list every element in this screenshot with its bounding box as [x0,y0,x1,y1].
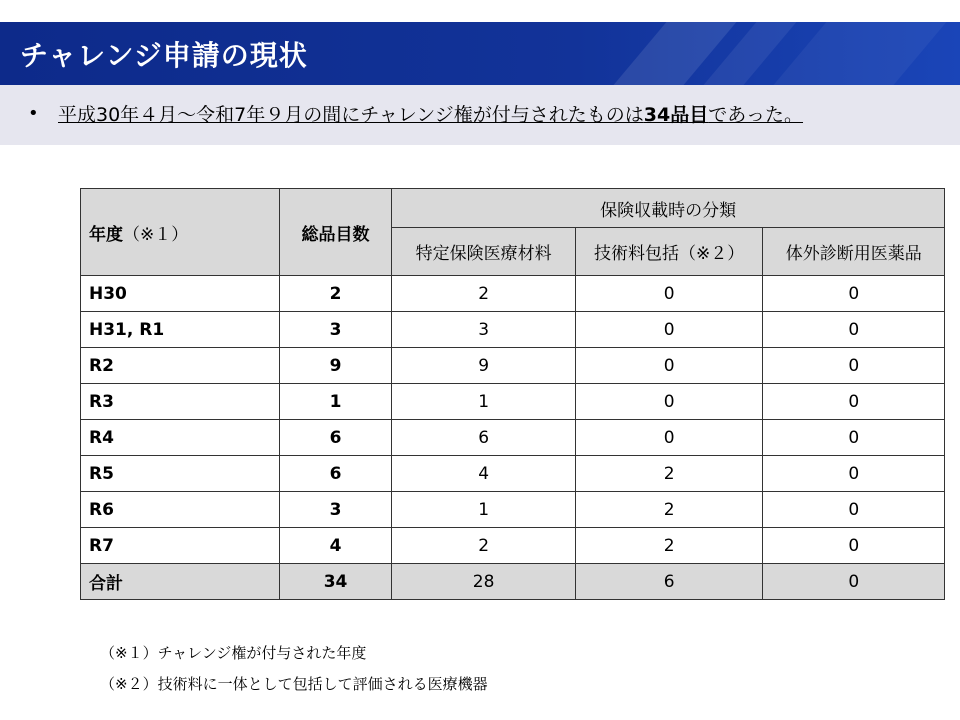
cell-total: 3 [279,492,392,528]
summary-prefix: 平成30年４月～令和7年９月の間にチャレンジ権が付与されたものは [58,104,644,126]
table-row [81,348,945,384]
cell-c: 0 [763,348,945,384]
summary-text [58,100,803,127]
cell-sum-b: 6 [575,564,763,600]
table-row [81,384,945,420]
footnotes [100,638,488,700]
cell-sum-total: 34 [279,564,392,600]
cell-a: 2 [392,528,576,564]
cell-b: 0 [575,384,763,420]
cell-year: H31, R1 [81,312,280,348]
cell-year: R7 [81,528,280,564]
table-row [81,276,945,312]
total-row [81,564,945,600]
cell-sum-label: 合計 [81,564,280,600]
cell-c: 0 [763,312,945,348]
footnote-2: （※２）技術料に一体として包括して評価される医療機器 [100,675,488,693]
summary-suffix: であった。 [708,104,804,126]
cell-total: 6 [279,420,392,456]
cell-sum-a: 28 [392,564,576,600]
cell-total: 9 [279,348,392,384]
table-row [81,312,945,348]
cell-year: R2 [81,348,280,384]
header-year [81,189,280,276]
cell-total: 4 [279,528,392,564]
cell-c: 0 [763,384,945,420]
cell-total: 3 [279,312,392,348]
cell-sum-c: 0 [763,564,945,600]
header-col-c: 体外診断用医薬品 [763,228,945,276]
cell-c: 0 [763,528,945,564]
table-row [81,492,945,528]
cell-b: 0 [575,276,763,312]
cell-year: R6 [81,492,280,528]
summary-band [0,85,960,145]
cell-b: 2 [575,456,763,492]
challenge-table [80,188,945,600]
header-total: 総品目数 [279,189,392,276]
cell-a: 1 [392,492,576,528]
cell-year: H30 [81,276,280,312]
cell-c: 0 [763,456,945,492]
cell-a: 3 [392,312,576,348]
cell-a: 6 [392,420,576,456]
title-bar [0,22,960,85]
cell-year: R4 [81,420,280,456]
header-col-a: 特定保険医療材料 [392,228,576,276]
title-decoration-stripe [774,22,947,85]
cell-c: 0 [763,420,945,456]
header-group: 保険収載時の分類 [392,189,945,228]
cell-b: 0 [575,420,763,456]
cell-b: 0 [575,348,763,384]
cell-a: 4 [392,456,576,492]
table-row [81,420,945,456]
cell-a: 9 [392,348,576,384]
footnote-1: （※１）チャレンジ権が付与された年度 [100,644,367,662]
cell-year: R5 [81,456,280,492]
cell-a: 2 [392,276,576,312]
header-year-label: 年度 [89,224,123,245]
cell-b: 2 [575,492,763,528]
table-row [81,456,945,492]
cell-year: R3 [81,384,280,420]
cell-c: 0 [763,492,945,528]
cell-total: 6 [279,456,392,492]
bullet-icon: • [28,103,39,124]
table-row [81,528,945,564]
cell-a: 1 [392,384,576,420]
header-year-note: （※１） [123,224,189,245]
cell-b: 2 [575,528,763,564]
header-col-b: 技術料包括（※２） [575,228,763,276]
page-title: チャレンジ申請の現状 [20,39,308,72]
cell-total: 1 [279,384,392,420]
cell-c: 0 [763,276,945,312]
summary-highlight: 34品目 [643,104,709,126]
cell-b: 0 [575,312,763,348]
cell-total: 2 [279,276,392,312]
